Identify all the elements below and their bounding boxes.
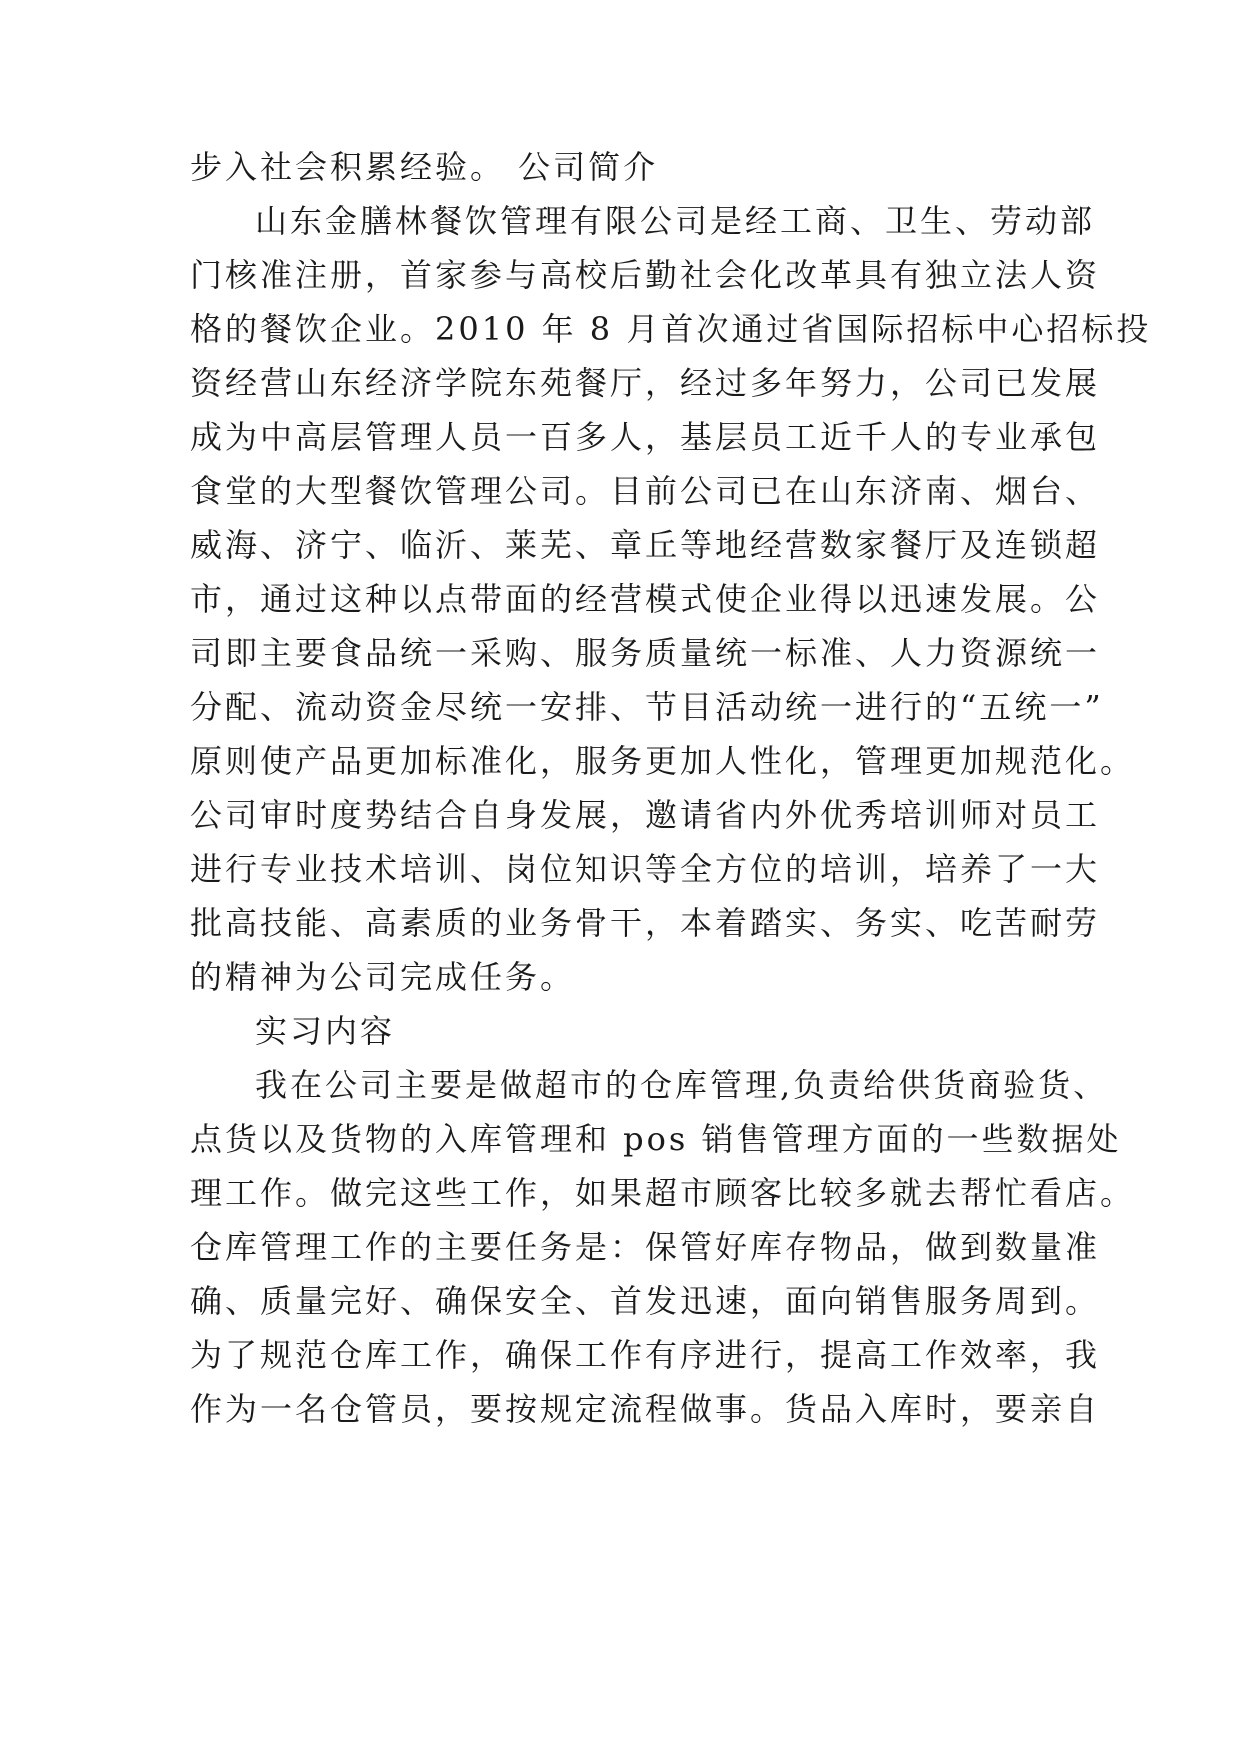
- text-line: 为了规范仓库工作，确保工作有序进行，提高工作效率，我: [190, 1336, 1101, 1374]
- text-line: 原则使产品更加标准化，服务更加人性化，管理更加规范化。: [190, 742, 1136, 780]
- text-line: 成为中高层管理人员一百多人，基层员工近千人的专业承包: [190, 418, 1101, 456]
- text-line: 格的餐饮企业。2010 年 8 月首次通过省国际招标中心招标投: [190, 310, 1152, 348]
- text-line: 进行专业技术培训、岗位知识等全方位的培训，培养了一大: [190, 850, 1101, 888]
- text-line: 仓库管理工作的主要任务是：保管好库存物品，做到数量准: [190, 1228, 1101, 1266]
- text-line: 司即主要食品统一采购、服务质量统一标准、人力资源统一: [190, 634, 1101, 672]
- text-line: 确、质量完好、确保安全、首发迅速，面向销售服务周到。: [190, 1282, 1101, 1320]
- text-line: 威海、济宁、临沂、莱芜、章丘等地经营数家餐厅及连锁超: [190, 526, 1101, 564]
- text-line: 理工作。做完这些工作，如果超市顾客比较多就去帮忙看店。: [190, 1174, 1136, 1212]
- text-line: 点货以及货物的入库管理和 pos 销售管理方面的一些数据处: [190, 1120, 1122, 1158]
- paragraph-start-line: 山东金膳林餐饮管理有限公司是经工商、卫生、劳动部: [255, 202, 1096, 240]
- text-line: 门核准注册，首家参与高校后勤社会化改革具有独立法人资: [190, 256, 1101, 294]
- text-line: 的精神为公司完成任务。: [190, 958, 576, 996]
- text-line: 市，通过这种以点带面的经营模式使企业得以迅速发展。公: [190, 580, 1101, 618]
- text-line: 分配、流动资金尽统一安排、节目活动统一进行的“五统一”: [190, 688, 1104, 726]
- text-line: 作为一名仓管员，要按规定流程做事。货品入库时，要亲自: [190, 1390, 1101, 1428]
- text-line: 步入社会积累经验。 公司简介: [190, 148, 659, 186]
- text-line: 食堂的大型餐饮管理公司。目前公司已在山东济南、烟台、: [190, 472, 1101, 510]
- text-line: 资经营山东经济学院东苑餐厅，经过多年努力，公司已发展: [190, 364, 1101, 402]
- text-line: 公司审时度势结合自身发展，邀请省内外优秀培训师对员工: [190, 796, 1101, 834]
- section-heading: 实习内容: [255, 1012, 396, 1050]
- paragraph-start-line: 我在公司主要是做超市的仓库管理,负责给供货商验货、: [255, 1066, 1109, 1104]
- text-line: 批高技能、高素质的业务骨干，本着踏实、务实、吃苦耐劳: [190, 904, 1101, 942]
